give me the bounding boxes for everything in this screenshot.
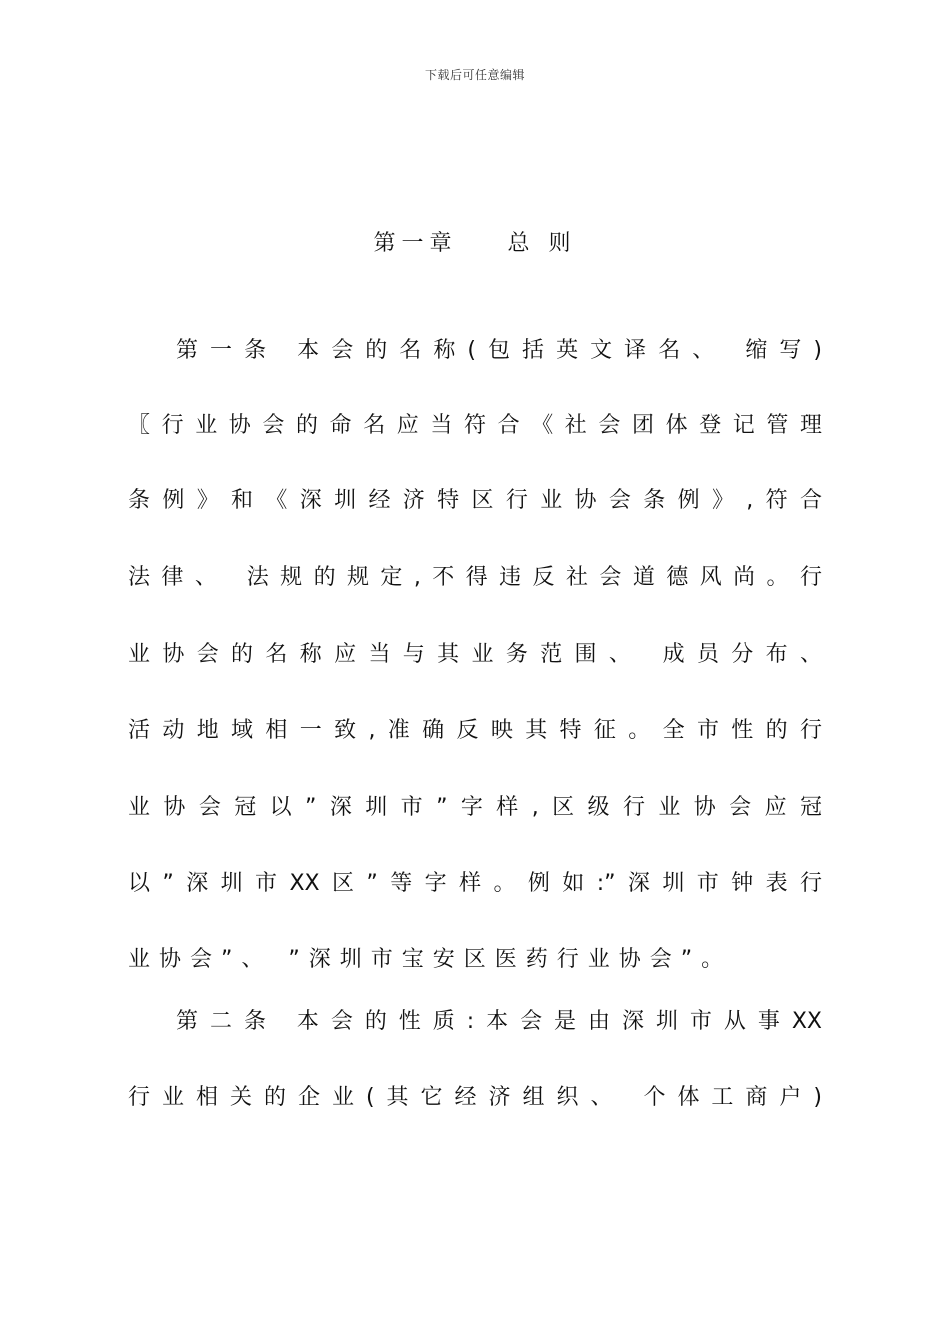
paragraph-line: 条例》和《深圳经济特区行业协会条例》,符合 — [128, 488, 822, 513]
paragraph-line: 以”深圳市XX区”等字样。例如:”深圳市钟表行 — [128, 871, 822, 896]
article-2-line-1: 第二条 本会的性质:本会是由深圳市从事XX — [176, 1009, 822, 1034]
header-note: 下载后可任意编辑 — [424, 68, 525, 82]
chapter-title: 总 则 — [507, 231, 577, 256]
paragraph-line: 业协会”、 ”深圳市宝安区医药行业协会”。 — [128, 947, 733, 972]
chapter-heading — [0, 226, 950, 257]
chapter-number: 第一章 — [373, 231, 458, 256]
paragraph-line: 业协会冠以”深圳市”字样,区级行业协会应冠 — [128, 795, 822, 820]
article-1-line-1: 第一条 本会的名称(包括英文译名、 缩写) — [176, 338, 822, 363]
paragraph-line: 行业相关的企业(其它经济组织、 个体工商户) — [128, 1085, 822, 1110]
paragraph-line: 业协会的名称应当与其业务范围、 成员分布、 — [128, 642, 822, 667]
paragraph-line: 法律、 法规的规定,不得违反社会道德风尚。行 — [128, 565, 822, 590]
paragraph-line: 活动地域相一致,准确反映其特征。全市性的行 — [128, 718, 822, 743]
paragraph-line: 〖行业协会的命名应当符合《社会团体登记管理 — [128, 413, 822, 438]
